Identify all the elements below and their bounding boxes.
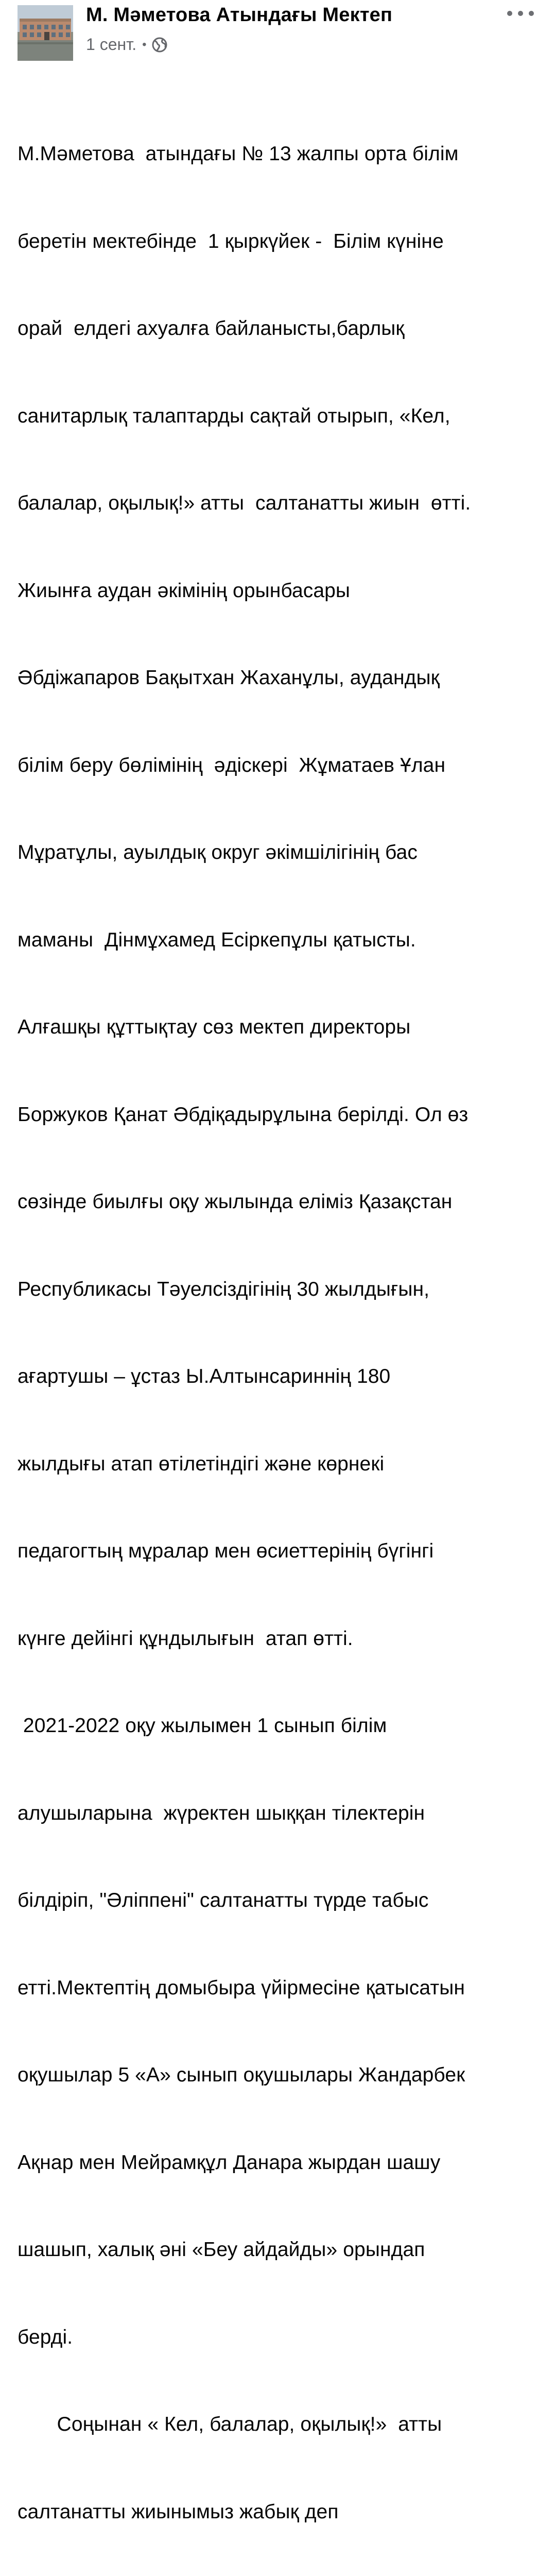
post-text-line: маманы Дінмұхамед Есіркепұлы қатысты. bbox=[18, 928, 416, 951]
post-text-line: Жиынға аудан әкімінің орынбасары bbox=[18, 579, 351, 602]
post-text-line: М.Мәметова атындағы № 13 жалпы орта білім bbox=[18, 143, 459, 165]
post-text-line: Соңынан « Кел, балалар, оқылық!» атты bbox=[18, 2413, 442, 2435]
post-timestamp[interactable]: 1 сент. bbox=[86, 35, 137, 54]
post-text-line: Боржуков Қанат Әбдіқадырұлына берілді. Ол өз bbox=[18, 1103, 469, 1126]
post-text-line: Мұратұлы, ауылдық округ әкімшілігінің бас bbox=[18, 841, 418, 863]
post-meta bbox=[86, 35, 168, 54]
school-building-photo bbox=[18, 5, 73, 61]
post-text-line: білім беру бөлімінің әдіскері Жұматаев Ұлан bbox=[18, 754, 446, 776]
post-text-line: шашып, халық әні «Беу айдайды» орындап bbox=[18, 2239, 425, 2261]
post-text-line: санитарлық талаптарды сақтай отырып, «Кел, bbox=[18, 404, 450, 427]
post-text bbox=[18, 81, 548, 2576]
post-text-line: берді. bbox=[18, 2326, 73, 2348]
post-text-line: сөзінде биылғы оқу жылында еліміз Қазақстан bbox=[18, 1191, 453, 1213]
post-text-line: білдіріп, "Әліппені" салтанатты түрде табыс bbox=[18, 1889, 429, 1911]
post-text-line: Республикасы Тәуелсіздігінің 30 жылдығын, bbox=[18, 1278, 430, 1300]
post-text-line: Әбдіжапаров Бақытхан Жаханұлы, аудандық bbox=[18, 667, 440, 689]
post-text-line: 2021-2022 оқу жылымен 1 сынып білім bbox=[18, 1715, 387, 1737]
post-text-line: беретін мектебінде 1 қыркүйек - Білім күніне bbox=[18, 230, 444, 252]
post-text-line: орай елдегі ахуалға байланысты,барлық bbox=[18, 317, 405, 340]
globe-icon bbox=[151, 37, 168, 53]
post-text-line: салтанатты жиынымыз жабық деп bbox=[18, 2500, 339, 2523]
page-name[interactable]: М. Мәметова Атындағы Мектеп bbox=[86, 4, 393, 26]
more-dot bbox=[518, 11, 523, 16]
post-text-line: Ақнар мен Мейрамқұл Данара жырдан шашу bbox=[18, 2151, 441, 2174]
post-text-line: оқушылар 5 «А» сынып оқушылары Жандарбек bbox=[18, 2064, 465, 2086]
avatar[interactable] bbox=[18, 5, 73, 61]
post-header bbox=[0, 0, 555, 67]
post-text-line: күнге дейінгі құндылығын атап өтті. bbox=[18, 1627, 353, 1650]
post-text-line: балалар, оқылық!» атты салтанатты жиын өтті. bbox=[18, 492, 471, 514]
more-options-icon[interactable] bbox=[507, 7, 534, 20]
post-text-line: ағартушы – ұстаз Ы.Алтынсариннің 180 bbox=[18, 1365, 391, 1387]
post-text-line: Алғашқы құттықтау сөз мектеп директоры bbox=[18, 1016, 411, 1038]
post-text-line: педагогтың мұралар мен өсиеттерінің бүгінгі bbox=[18, 1540, 434, 1562]
post-text-line: етті.Мектептің домыбыра үйірмесіне қатысатын bbox=[18, 1976, 465, 1999]
more-dot bbox=[529, 11, 534, 16]
meta-separator: • bbox=[142, 37, 147, 52]
post-text-line: жылдығы атап өтілетіндігі және көрнекі bbox=[18, 1452, 385, 1475]
more-dot bbox=[507, 11, 512, 16]
post-text-line: алушыларына жүректен шыққан тілектерін bbox=[18, 1802, 425, 1824]
